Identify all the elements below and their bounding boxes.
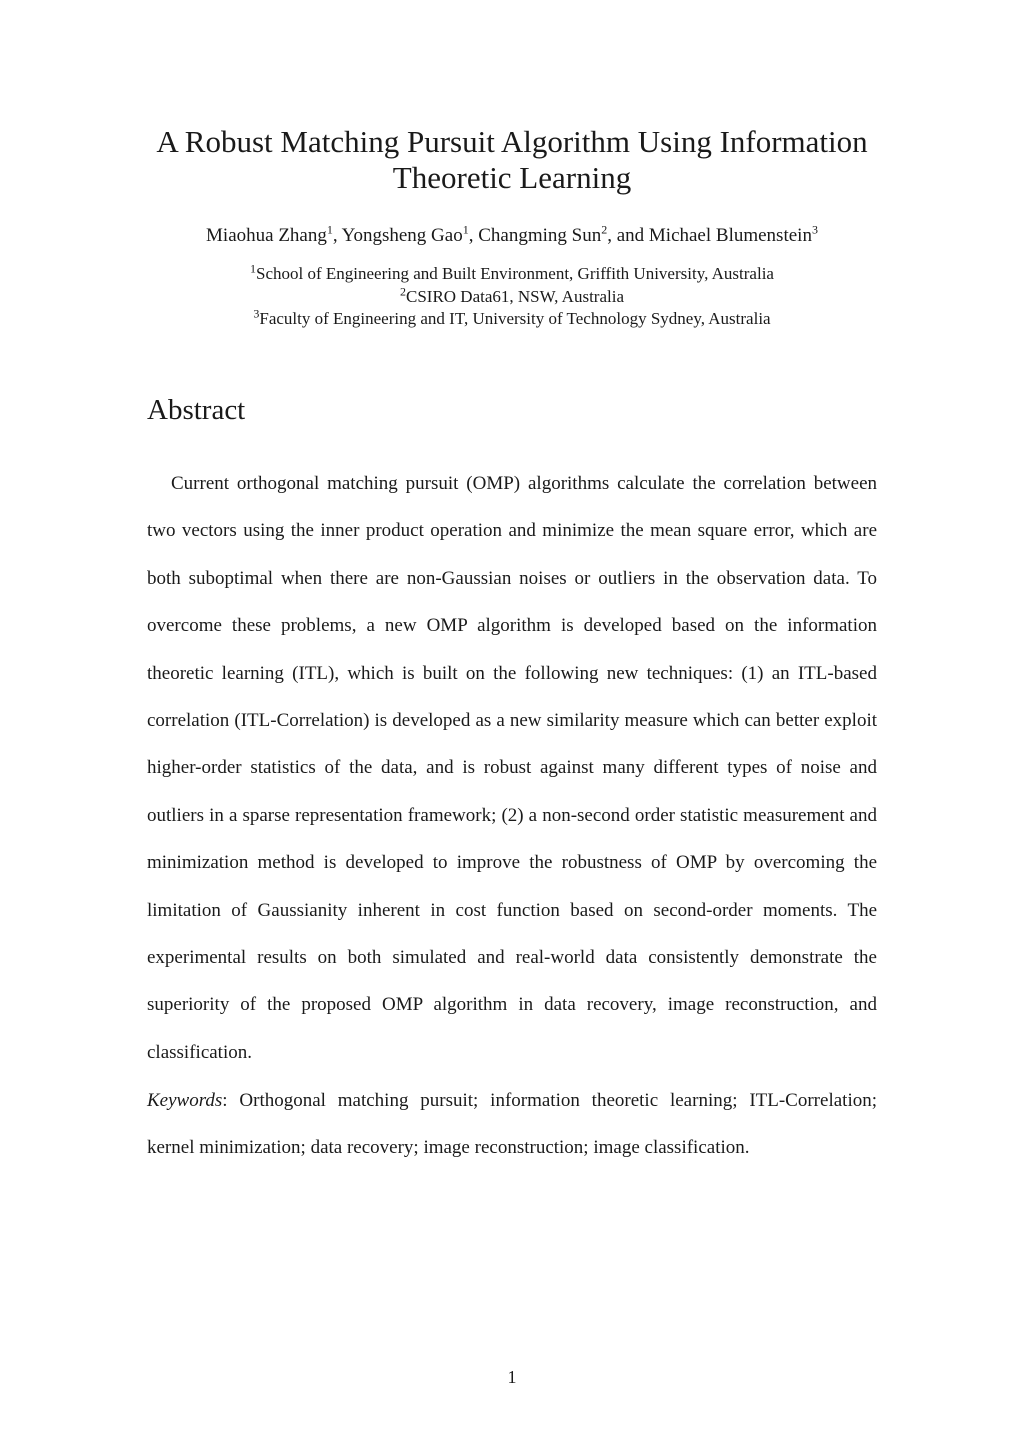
affiliation-text: Faculty of Engineering and IT, University of Technology Sydney, Australia xyxy=(259,309,771,328)
paper-title xyxy=(100,124,924,196)
affiliation-mark: 3 xyxy=(253,306,260,321)
affiliation-mark: 1 xyxy=(250,261,257,276)
affiliation xyxy=(60,308,964,330)
keywords-paragraph xyxy=(147,1077,877,1172)
author-separator: , and xyxy=(607,225,649,246)
affiliation-mark: 2 xyxy=(399,284,406,299)
author-separator: , xyxy=(468,225,479,246)
paper-title-line-2: Theoretic Learning xyxy=(392,160,632,195)
affiliation-text: School of Engineering and Built Environment, Griffith University, Australia xyxy=(256,264,774,283)
author-affiliation-mark: 1 xyxy=(462,222,469,237)
author-affiliation-mark: 3 xyxy=(811,222,818,237)
paper-title-line-1: A Robust Matching Pursuit Algorithm Using Information xyxy=(156,124,868,159)
affiliation-text: CSIRO Data61, NSW, Australia xyxy=(405,287,624,306)
abstract-heading: Abstract xyxy=(147,394,246,426)
author-name: Michael Blumenstein xyxy=(648,225,812,246)
author-name: Changming Sun xyxy=(478,225,602,246)
author-list xyxy=(60,224,964,248)
affiliation xyxy=(60,286,964,308)
author-affiliation-mark: 1 xyxy=(326,222,333,237)
author-name: Yongsheng Gao xyxy=(341,225,463,246)
author-separator: , xyxy=(332,225,342,246)
keywords-text: : Orthogonal matching pursuit; information theoretic learning; ITL-Correlation; kernel minimization; data recovery; image reconstruction; image classification. xyxy=(147,1090,877,1159)
affiliation xyxy=(60,263,964,285)
author-affiliation-mark: 2 xyxy=(601,222,608,237)
keywords-label: Keywords xyxy=(147,1090,223,1111)
abstract-paragraph xyxy=(147,460,877,1076)
page-number: 1 xyxy=(507,1367,517,1387)
abstract-text: Current orthogonal matching pursuit (OMP) algorithms calculate the correlation between two vectors using the inner product operation and minimize the mean square error, which are both suboptimal when there are non-Gaussian noises or outliers in the observation data. To overcome these problems, a new OMP algorithm is developed based on the information theoretic learning (ITL), which is built on the following new techniques: (1) an ITL-based correlation (ITL-Correlation) is developed as a new similarity measure which can better exploit higher-order statistics of the data, and is robust against many different types of noise and outliers in a sparse representation framework; (2) a non-second order statistic measurement and minimization method is developed to improve the robustness of OMP by overcoming the limitation of Gaussianity inherent in cost function based on second-order moments. The experimental results on both simulated and real-world data consistently demonstrate the superiority of the proposed OMP algorithm in data recovery, image reconstruction, and classification. xyxy=(147,473,877,1063)
author-name: Miaohua Zhang xyxy=(206,225,327,246)
